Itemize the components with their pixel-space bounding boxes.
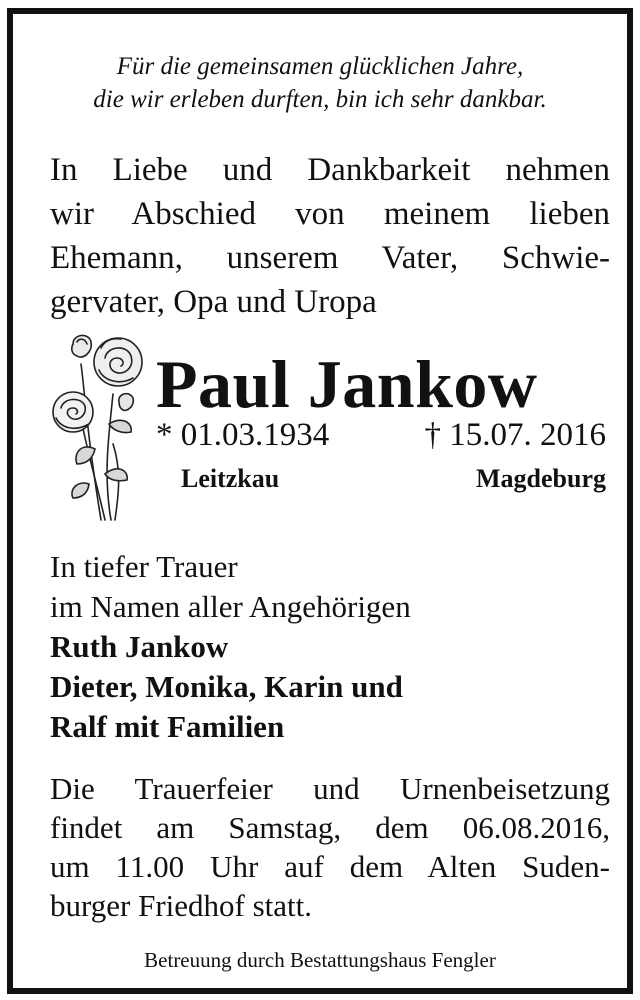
motto-line: die wir erleben durften, bin ich sehr dankbar. [93, 86, 547, 113]
mourner-name: Ruth Jankow [50, 629, 229, 664]
motto-line: Für die gemeinsamen glücklichen Jahre, [116, 53, 524, 80]
mourning-line: In tiefer Trauer [50, 549, 238, 584]
intro-line: Ehemann, unserem Vater, Schwie- [50, 240, 610, 276]
mourner-name: Ralf mit Familien [50, 709, 285, 744]
deceased-name: Paul Jankow [156, 346, 538, 422]
intro-line: In Liebe und Dankbarkeit nehmen [50, 152, 610, 188]
mourner-name: Dieter, Monika, Karin und [50, 669, 403, 704]
mourners-block [50, 547, 610, 747]
funeral-line: findet am Samstag, dem 06.08.2016, [50, 810, 610, 845]
obituary-card [7, 8, 633, 994]
birth-place: Leitzkau [181, 464, 280, 493]
birth-date: * 01.03.1934 [156, 417, 330, 453]
funeral-line: um 11.00 Uhr auf dem Alten Suden- [50, 849, 610, 884]
funeral-line: Die Trauerfeier und Urnenbeisetzung [50, 771, 610, 806]
undertaker-credit: Betreuung durch Bestattungshaus Fengler [144, 948, 496, 972]
death-place: Magdeburg [476, 464, 606, 493]
death-date: † 15.07. 2016 [424, 417, 606, 453]
funeral-notice [50, 769, 610, 925]
intro-text [50, 148, 610, 324]
intro-line: wir Abschied von meinem lieben [50, 196, 610, 232]
motto [13, 50, 627, 116]
intro-line: gervater, Opa und Uropa [50, 284, 377, 320]
mourning-line: im Namen aller Angehörigen [50, 589, 411, 624]
funeral-line: burger Friedhof statt. [50, 888, 313, 923]
rose-bouquet-icon [43, 324, 158, 524]
